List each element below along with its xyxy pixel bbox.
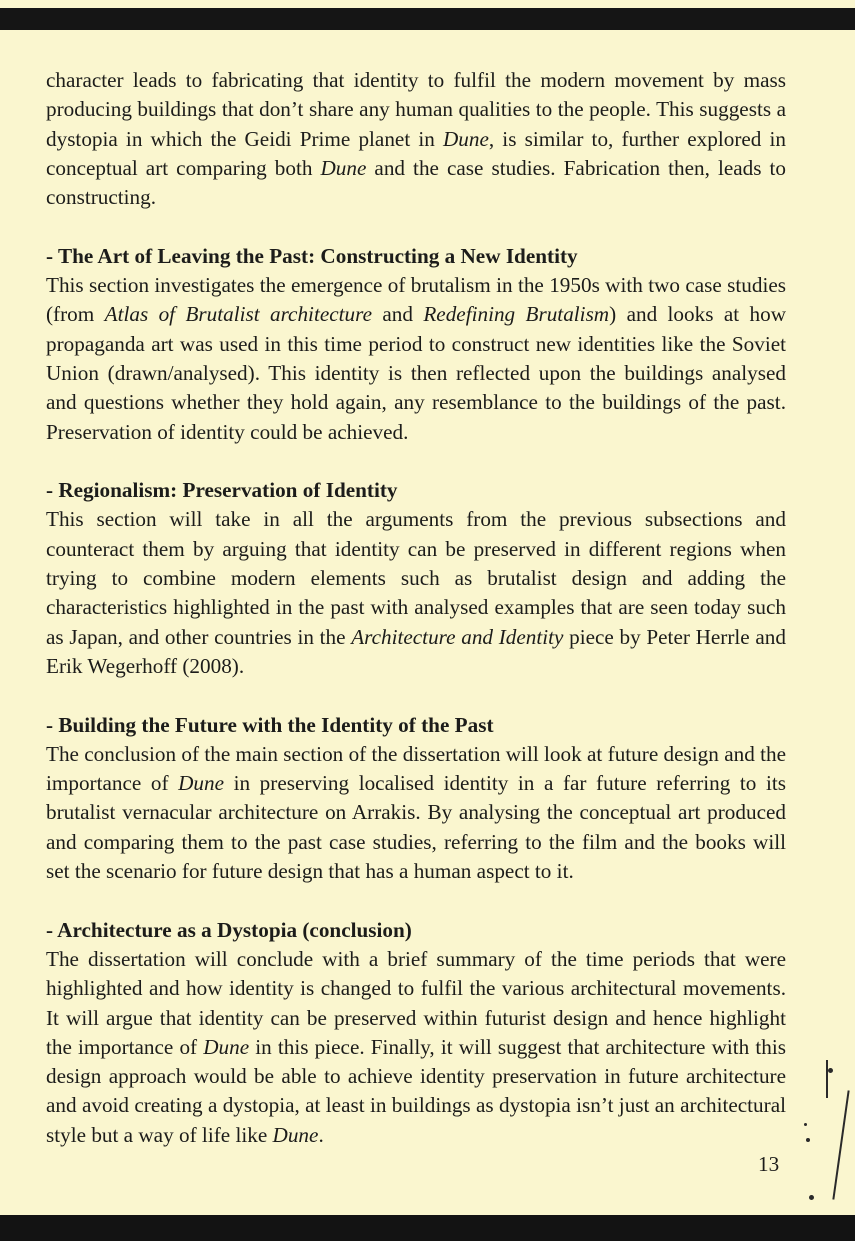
intro-paragraph: character leads to fabricating that identity to fulfil the modern movement by mass producing buildings that don’t share any human qualities to the people. This suggests a dystopia in which the Geidi Prime planet in Dune, is similar to, further explored in conceptual art comparing both Dune and the case studies. Fabrication then, leads to constructing. (46, 68, 786, 210)
section-heading-constructing: - The Art of Leaving the Past: Constructing a New Identity (46, 243, 578, 268)
scan-bottom-edge (0, 1215, 855, 1241)
binding-mark (826, 1060, 828, 1098)
binding-dot (804, 1123, 807, 1126)
section-heading-dystopia: - Architecture as a Dystopia (conclusion) (46, 917, 412, 942)
binding-mark (832, 1090, 849, 1199)
section-heading-regionalism: - Regionalism: Preservation of Identity (46, 478, 398, 503)
section-heading-future: - Building the Future with the Identity of the Past (46, 712, 494, 737)
page-number: 13 (758, 1152, 780, 1176)
binding-dot (806, 1138, 810, 1142)
section-body-constructing: This section investigates the emergence of brutalism in the 1950s with two case studies (from Atlas of Brutalist architecture and Redefining Brutalism) and looks at how propaganda art was used in this time period to construct new identities like the Soviet Union (drawn/analysed). This identity is then reflected upon the buildings analysed and questions whether they hold again, any resemblance to the buildings of the past. Preservation of identity could be achieved. (46, 273, 787, 444)
section-body-regionalism: This section will take in all the arguments from the previous subsections and counteract them by arguing that identity can be preserved in different regions when trying to combine modern elements such as brutalist design and adding the characteristics highlighted in the past with analysed examples that are seen today such as Japan, and other countries in the Architecture and Identity piece by Peter Herrle and Erik Wegerhoff (2008). (46, 507, 786, 678)
scan-top-edge (0, 8, 855, 30)
binding-dot (828, 1068, 833, 1073)
body-text (46, 66, 786, 1150)
section-body-dystopia: The dissertation will conclude with a brief summary of the time periods that were highlighted and how identity is changed to fulfil the various architectural movements. It will argue that identity can be preserved within futurist design and hence highlight the importance of Dune in this piece. Finally, it will suggest that architecture with this design approach would be able to achieve identity preservation in future architecture and avoid creating a dystopia, at least in buildings as dystopia isn’t just an architectural style but a way of life like Dune. (46, 946, 786, 1147)
binding-dot (809, 1195, 814, 1200)
section-body-future: The conclusion of the main section of the dissertation will look at future design and the importance of Dune in preserving localised identity in a far future referring to its brutalist vernacular architecture on Arrakis. By analysing the conceptual art produced and comparing them to the past case studies, referring to the film and the books will set the scenario for future design that has a human aspect to it. (46, 741, 786, 884)
